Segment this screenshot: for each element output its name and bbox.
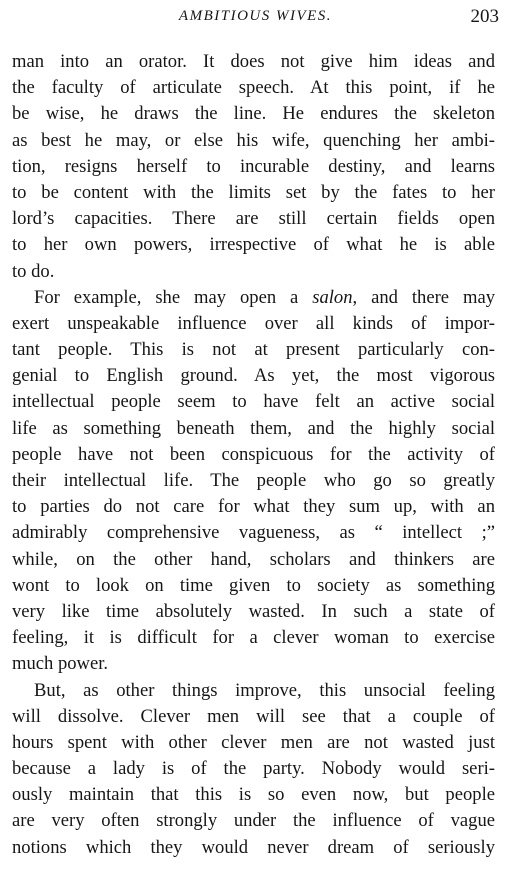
text-line: man into an orator. It does not give him ideas and [12, 51, 495, 72]
text-line: because a lady is of the party. Nobody would seri- [12, 758, 495, 780]
text-line: tant people. This is not at present particularly con- [12, 339, 495, 361]
text-line-with-italic [12, 285, 495, 311]
text-line: feeling, it is difficult for a clever woman to exercise [12, 627, 495, 649]
italic-word: salon [312, 286, 353, 308]
page-number: 203 [470, 6, 499, 27]
text-line: lord’s capacities. There are still certain fields open [12, 208, 495, 230]
text-line: ously maintain that this is so even now, but people [12, 784, 495, 806]
text-line: their intellectual life. The people who go so greatly [12, 470, 495, 491]
text-line: very like time absolutely wasted. In such a state of [12, 600, 495, 622]
text-line: are very often strongly under the influence of vague [12, 810, 495, 832]
text-line: exert unspeakable influence over all kinds of impor- [12, 312, 495, 334]
text-run: , and there may [352, 286, 495, 308]
text-line: hours spent with other clever men are not wasted just [12, 731, 495, 753]
text-line: life as something beneath them, and the highly social [12, 417, 495, 439]
running-head-title: AMBITIOUS WIVES. [178, 8, 333, 24]
text-line: But, as other things improve, this unsocial feeling [34, 679, 495, 701]
text-line: be wise, he draws the line. He endures the skeleton [12, 103, 495, 125]
text-line: as best he may, or else his wife, quenching her ambi- [12, 129, 495, 151]
text-line: to parties do not care for what they sum up, with an [12, 496, 495, 518]
text-line: admirably comprehensive vagueness, as “ intellect ;” [12, 522, 495, 544]
text-line: intellectual people seem to have felt an active social [12, 391, 495, 413]
text-line: to do. [12, 260, 55, 282]
text-run: For example, she may open a [34, 286, 313, 308]
text-line: notions which they would never dream of seriously [12, 836, 495, 858]
body-text [12, 49, 495, 861]
text-line: to her own powers, irrespective of what he is able [12, 234, 495, 256]
text-line: much power. [12, 653, 109, 675]
text-line: genial to English ground. As yet, the most vigorous [12, 365, 495, 387]
text-line: will dissolve. Clever men will see that a couple of [12, 705, 495, 727]
text-line: while, on the other hand, scholars and thinkers are [12, 548, 495, 570]
page-header [12, 6, 499, 30]
text-line: tion, resigns herself to incurable destiny, and learns [12, 155, 495, 177]
text-line: to be content with the limits set by the fates to her [12, 181, 495, 203]
text-line: people have not been conspicuous for the activity of [12, 443, 495, 465]
text-line: the faculty of articulate speech. At this point, if he [12, 77, 495, 99]
text-line: wont to look on time given to society as something [12, 574, 495, 596]
